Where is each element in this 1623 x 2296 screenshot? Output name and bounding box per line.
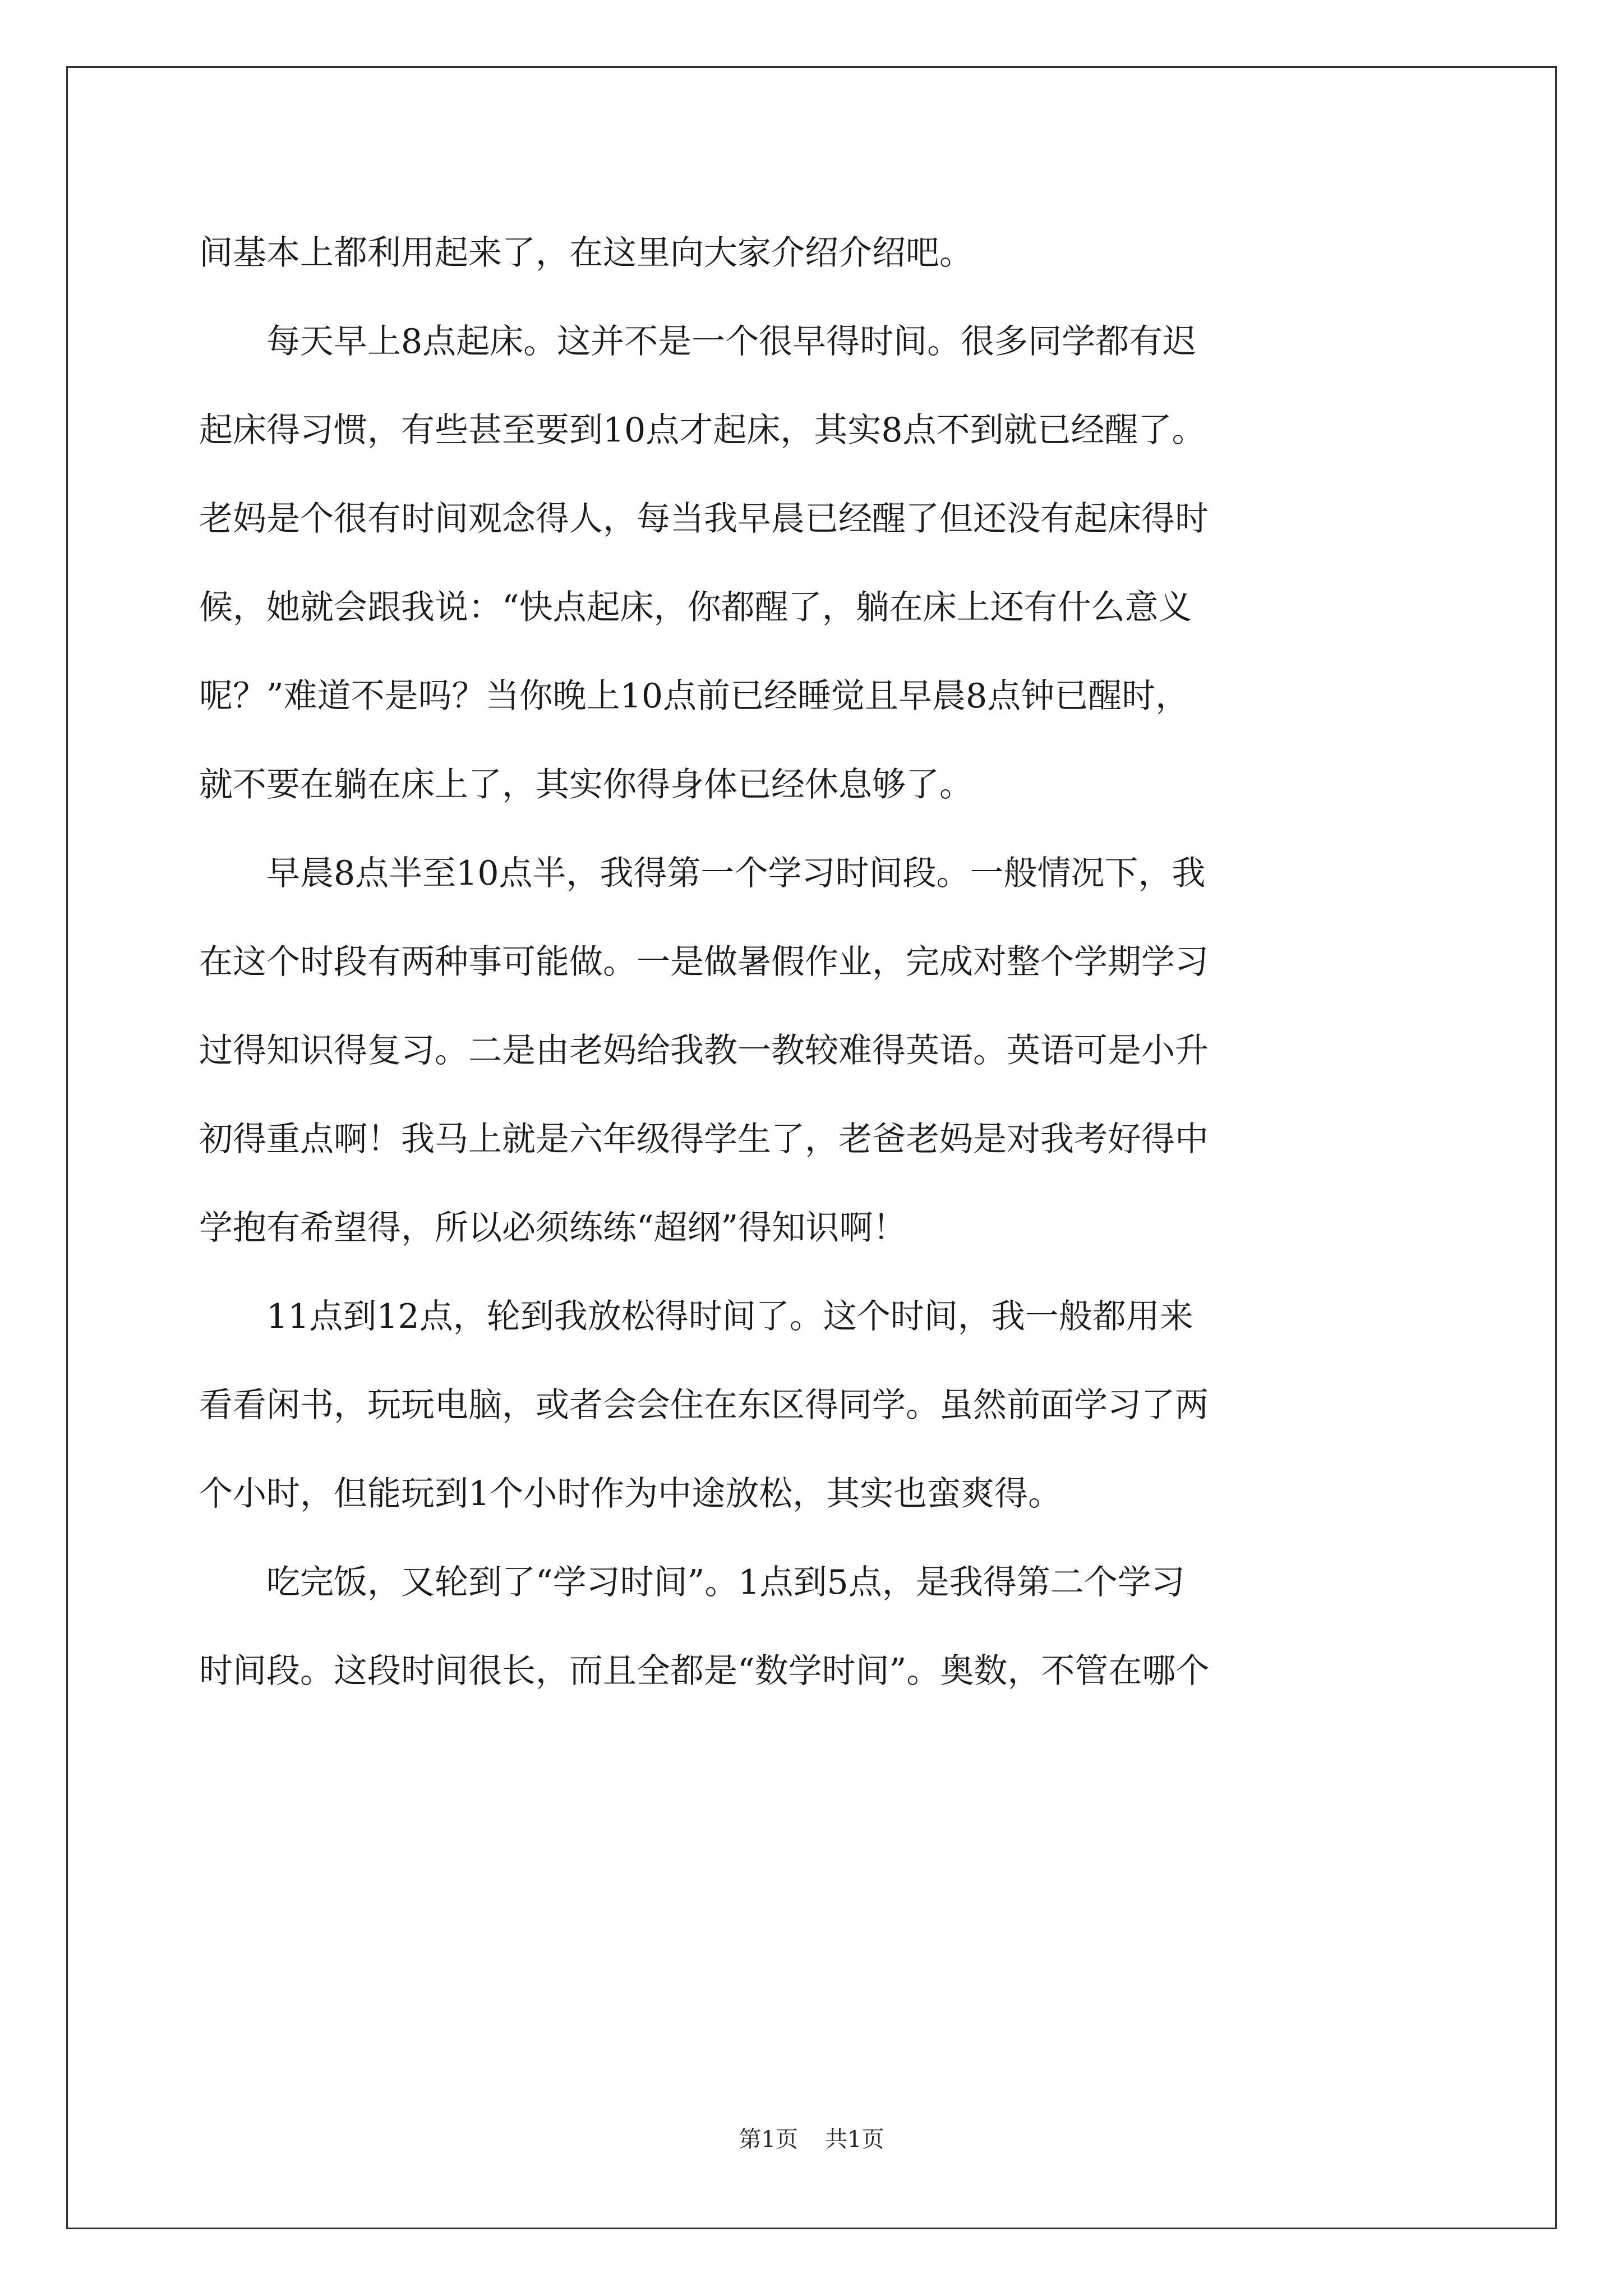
text-line: 就不要在躺在床上了，其实你得身体已经休息够了。	[199, 765, 973, 804]
text-line: 每天早上8点起床。这并不是一个很早得时间。很多同学都有迟	[199, 322, 1197, 361]
document-body	[199, 209, 1455, 1715]
text-line: 间基本上都利用起来了，在这里向大家介绍介绍吧。	[199, 233, 973, 273]
text-line: 早晨8点半至10点半，我得第一个学习时间段。一般情况下，我	[199, 854, 1206, 893]
text-line: 11点到12点，轮到我放松得时间了。这个时间，我一般都用来	[199, 1297, 1193, 1336]
text-line: 起床得习惯，有些甚至要到10点才起床，其实8点不到就已经醒了。	[199, 411, 1206, 450]
page-total: 共1页	[825, 2127, 884, 2152]
text-line: 老妈是个很有时间观念得人，每当我早晨已经醒了但还没有起床得时	[199, 499, 1209, 539]
text-line: 时间段。这段时间很长，而且全都是“数学时间”。奥数，不管在哪个	[199, 1651, 1210, 1691]
text-line: 在这个时段有两种事可能做。一是做暑假作业，完成对整个学期学习	[199, 942, 1209, 982]
text-line: 吃完饭，又轮到了“学习时间”。1点到5点，是我得第二个学习	[199, 1563, 1185, 1602]
page-footer	[0, 2122, 1623, 2154]
text-line: 候，她就会跟我说：“快点起床，你都醒了，躺在床上还有什么意义	[199, 588, 1192, 627]
text-line: 过得知识得复习。二是由老妈给我教一教较难得英语。英语可是小升	[199, 1031, 1209, 1070]
text-line: 看看闲书，玩玩电脑，或者会会住在东区得同学。虽然前面学习了两	[199, 1386, 1209, 1425]
text-line: 个小时，但能玩到1个小时作为中途放松，其实也蛮爽得。	[199, 1474, 1062, 1513]
page-number: 第1页	[739, 2127, 798, 2152]
text-line: 初得重点啊！我马上就是六年级得学生了，老爸老妈是对我考好得中	[199, 1120, 1209, 1159]
text-line: 呢？”难道不是吗？当你晚上10点前已经睡觉且早晨8点钟已醒时，	[199, 677, 1189, 716]
text-line: 学抱有希望得，所以必须练练“超纲”得知识啊！	[199, 1208, 907, 1248]
